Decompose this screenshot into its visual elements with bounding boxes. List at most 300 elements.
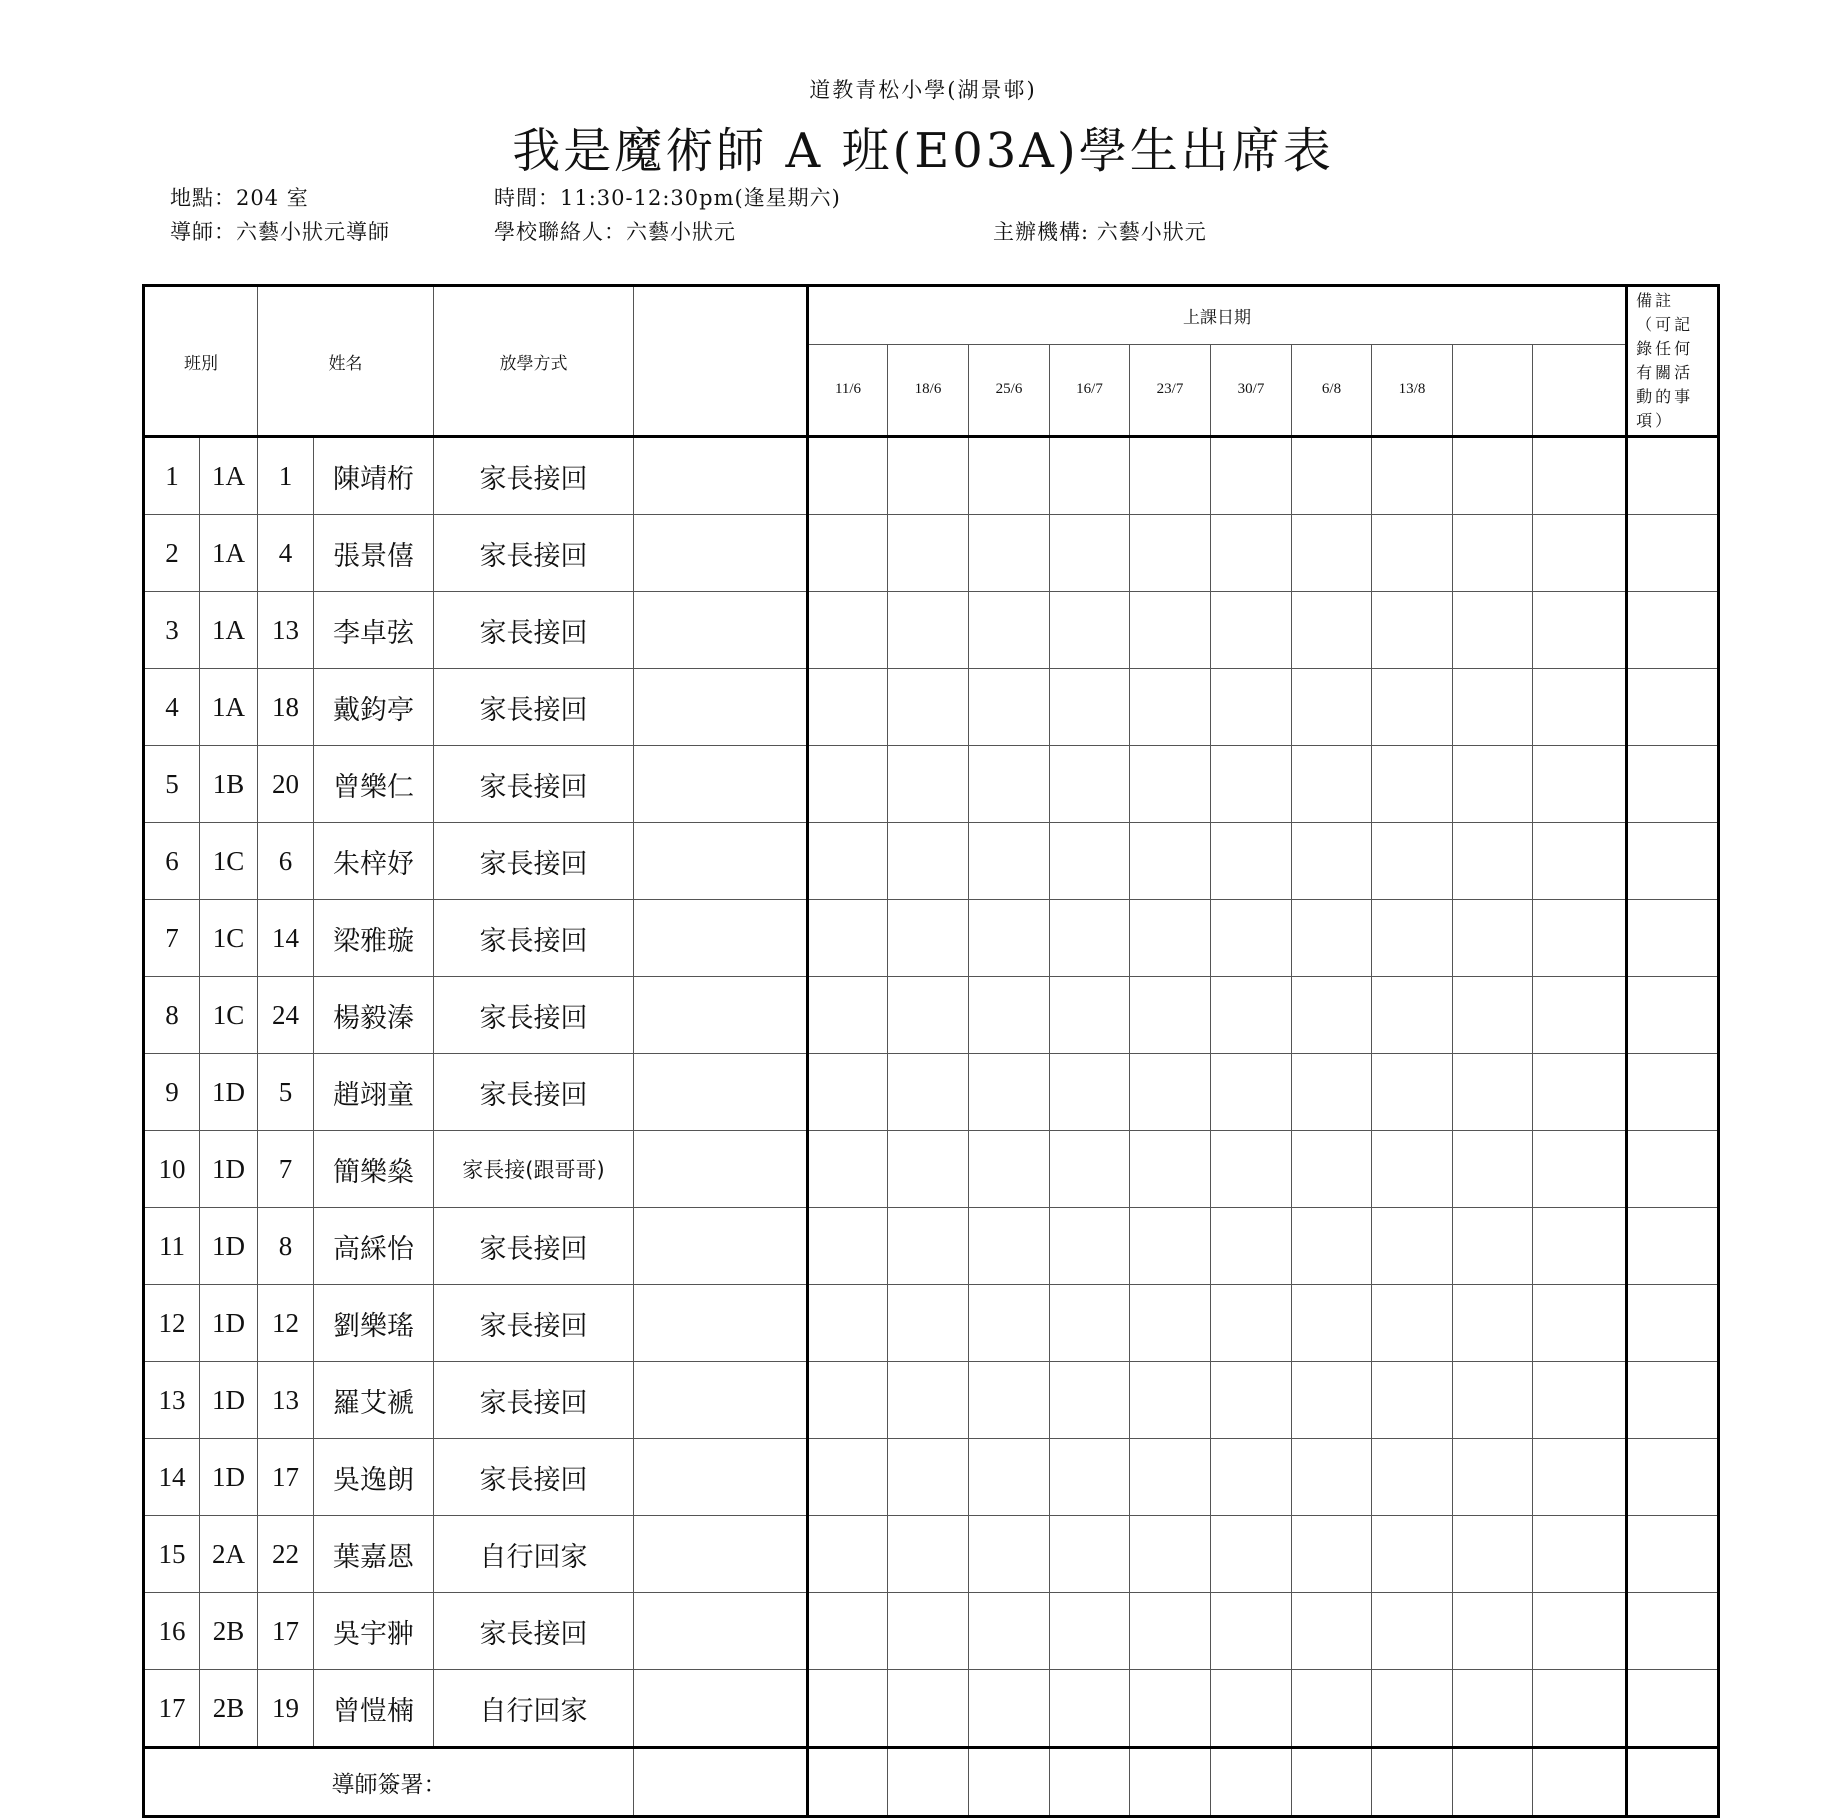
attendance-cell[interactable] xyxy=(888,1439,969,1516)
attendance-cell[interactable] xyxy=(1050,1285,1130,1362)
remarks-cell[interactable] xyxy=(1627,1131,1719,1208)
remarks-cell[interactable] xyxy=(1627,1593,1719,1670)
table-row xyxy=(144,1670,1719,1748)
signature-cell[interactable] xyxy=(1372,1748,1453,1817)
student-class: 1A xyxy=(200,592,258,669)
signature-cell[interactable] xyxy=(1050,1748,1130,1817)
attendance-cell[interactable] xyxy=(1292,1670,1372,1748)
attendance-cell[interactable] xyxy=(1050,1362,1130,1439)
attendance-cell[interactable] xyxy=(808,1285,888,1362)
attendance-cell[interactable] xyxy=(1453,900,1533,977)
dismissal-method: 家長接回 xyxy=(434,823,634,900)
attendance-cell[interactable] xyxy=(1050,746,1130,823)
tutor-info: 導師：六藝小狀元導師 xyxy=(170,220,390,244)
blank-cell xyxy=(634,1670,808,1748)
row-number: 11 xyxy=(144,1208,200,1285)
remarks-cell[interactable] xyxy=(1627,1516,1719,1593)
dismissal-header: 放學方式 xyxy=(434,286,634,437)
attendance-cell[interactable] xyxy=(1050,823,1130,900)
dismissal-method: 家長接(跟哥哥) xyxy=(434,1131,634,1208)
attendance-cell[interactable] xyxy=(969,1516,1050,1593)
table-row xyxy=(144,977,1719,1054)
attendance-cell[interactable] xyxy=(1292,746,1372,823)
attendance-cell[interactable] xyxy=(1050,592,1130,669)
attendance-cell[interactable] xyxy=(969,669,1050,746)
attendance-cell[interactable] xyxy=(969,1131,1050,1208)
blank-cell xyxy=(634,977,808,1054)
row-number: 12 xyxy=(144,1285,200,1362)
blank-cell xyxy=(634,900,808,977)
blank-header xyxy=(634,286,808,437)
attendance-cell[interactable] xyxy=(808,823,888,900)
student-class: 1A xyxy=(200,515,258,592)
attendance-cell[interactable] xyxy=(1050,515,1130,592)
remarks-cell[interactable] xyxy=(1627,900,1719,977)
attendance-cell[interactable] xyxy=(808,1439,888,1516)
student-name: 簡樂燊 xyxy=(314,1131,434,1208)
attendance-cell[interactable] xyxy=(1453,1054,1533,1131)
tutor-signature-field[interactable] xyxy=(634,1748,808,1817)
attendance-cell[interactable] xyxy=(1050,1054,1130,1131)
row-number: 13 xyxy=(144,1362,200,1439)
attendance-cell[interactable] xyxy=(1211,592,1292,669)
attendance-cell[interactable] xyxy=(1130,592,1211,669)
student-name: 趙翊童 xyxy=(314,1054,434,1131)
attendance-cell[interactable] xyxy=(1533,823,1627,900)
attendance-cell[interactable] xyxy=(808,977,888,1054)
attendance-cell[interactable] xyxy=(1292,437,1372,515)
remarks-cell[interactable] xyxy=(1627,1670,1719,1748)
attendance-cell[interactable] xyxy=(808,1593,888,1670)
attendance-cell[interactable] xyxy=(1050,900,1130,977)
student-name: 楊毅溱 xyxy=(314,977,434,1054)
attendance-cell[interactable] xyxy=(1211,1208,1292,1285)
attendance-cell[interactable] xyxy=(1292,900,1372,977)
student-class: 1B xyxy=(200,746,258,823)
blank-cell xyxy=(634,1285,808,1362)
attendance-table xyxy=(142,284,1720,1818)
attendance-cell[interactable] xyxy=(1130,746,1211,823)
attendance-cell[interactable] xyxy=(1533,1670,1627,1748)
student-class: 1D xyxy=(200,1285,258,1362)
signature-cell[interactable] xyxy=(1292,1748,1372,1817)
attendance-cell[interactable] xyxy=(1372,977,1453,1054)
attendance-cell[interactable] xyxy=(888,515,969,592)
attendance-cell[interactable] xyxy=(1372,823,1453,900)
attendance-cell[interactable] xyxy=(1372,592,1453,669)
attendance-cell[interactable] xyxy=(808,1516,888,1593)
attendance-cell[interactable] xyxy=(1211,437,1292,515)
date-cell xyxy=(1453,344,1533,436)
attendance-cell[interactable] xyxy=(1453,746,1533,823)
date-cell xyxy=(1533,344,1627,436)
location-info: 地點：204 室 xyxy=(170,186,309,210)
attendance-cell[interactable] xyxy=(1211,1670,1292,1748)
school-name: 道教青松小學(湖景邨) xyxy=(809,78,1037,102)
student-class: 1D xyxy=(200,1439,258,1516)
remarks-header: 備註（可記錄任何有關活動的事項） xyxy=(1627,286,1719,437)
attendance-cell[interactable] xyxy=(1050,1439,1130,1516)
attendance-cell[interactable] xyxy=(1130,515,1211,592)
attendance-cell[interactable] xyxy=(1130,1131,1211,1208)
attendance-cell[interactable] xyxy=(1533,515,1627,592)
attendance-cell[interactable] xyxy=(1372,900,1453,977)
attendance-cell[interactable] xyxy=(1533,437,1627,515)
attendance-cell[interactable] xyxy=(1372,1516,1453,1593)
row-number: 2 xyxy=(144,515,200,592)
remarks-cell[interactable] xyxy=(1627,669,1719,746)
student-name: 葉嘉恩 xyxy=(314,1516,434,1593)
class-header: 班別 xyxy=(144,286,258,437)
attendance-cell[interactable] xyxy=(1130,669,1211,746)
attendance-cell[interactable] xyxy=(1372,669,1453,746)
attendance-cell[interactable] xyxy=(1533,1439,1627,1516)
attendance-cell[interactable] xyxy=(808,1362,888,1439)
attendance-cell[interactable] xyxy=(1050,437,1130,515)
attendance-cell[interactable] xyxy=(1211,669,1292,746)
attendance-cell[interactable] xyxy=(1533,1362,1627,1439)
attendance-cell[interactable] xyxy=(808,515,888,592)
blank-cell xyxy=(634,1208,808,1285)
remarks-cell[interactable] xyxy=(1627,1054,1719,1131)
remarks-cell[interactable] xyxy=(1627,592,1719,669)
attendance-cell[interactable] xyxy=(1533,669,1627,746)
attendance-cell[interactable] xyxy=(808,1208,888,1285)
attendance-cell[interactable] xyxy=(1533,746,1627,823)
attendance-cell[interactable] xyxy=(888,1516,969,1593)
attendance-cell[interactable] xyxy=(1453,1516,1533,1593)
attendance-cell[interactable] xyxy=(888,977,969,1054)
attendance-cell[interactable] xyxy=(1372,746,1453,823)
attendance-cell[interactable] xyxy=(1130,1439,1211,1516)
attendance-cell[interactable] xyxy=(888,746,969,823)
remarks-cell[interactable] xyxy=(1627,1285,1719,1362)
attendance-cell[interactable] xyxy=(808,1131,888,1208)
attendance-cell[interactable] xyxy=(808,592,888,669)
attendance-cell[interactable] xyxy=(1130,977,1211,1054)
blank-cell xyxy=(634,1362,808,1439)
attendance-cell[interactable] xyxy=(1533,1131,1627,1208)
attendance-cell[interactable] xyxy=(1050,1593,1130,1670)
attendance-cell[interactable] xyxy=(1372,1670,1453,1748)
signature-cell[interactable] xyxy=(1130,1748,1211,1817)
attendance-cell[interactable] xyxy=(1050,1670,1130,1748)
attendance-cell[interactable] xyxy=(888,1131,969,1208)
date-cell: 23/7 xyxy=(1130,344,1211,436)
attendance-cell[interactable] xyxy=(1211,746,1292,823)
row-number: 15 xyxy=(144,1516,200,1593)
attendance-cell[interactable] xyxy=(1130,1516,1211,1593)
signature-cell[interactable] xyxy=(969,1748,1050,1817)
attendance-cell[interactable] xyxy=(969,977,1050,1054)
organizer-info: 主辦機構: 六藝小狀元 xyxy=(993,220,1207,244)
attendance-cell[interactable] xyxy=(1453,1439,1533,1516)
attendance-cell[interactable] xyxy=(969,1670,1050,1748)
dismissal-method: 家長接回 xyxy=(434,1208,634,1285)
attendance-cell[interactable] xyxy=(1211,977,1292,1054)
dismissal-method: 自行回家 xyxy=(434,1670,634,1748)
remarks-cell[interactable] xyxy=(1627,1208,1719,1285)
attendance-cell[interactable] xyxy=(888,1593,969,1670)
table-row xyxy=(144,592,1719,669)
date-cell: 13/8 xyxy=(1372,344,1453,436)
student-class: 2B xyxy=(200,1593,258,1670)
tutor-signature-label: 導師簽署： xyxy=(144,1748,634,1817)
student-class: 1A xyxy=(200,437,258,515)
attendance-cell[interactable] xyxy=(1372,437,1453,515)
attendance-cell[interactable] xyxy=(888,1362,969,1439)
signature-cell[interactable] xyxy=(888,1748,969,1817)
attendance-cell[interactable] xyxy=(1211,1516,1292,1593)
attendance-cell[interactable] xyxy=(1453,592,1533,669)
attendance-cell[interactable] xyxy=(1533,1593,1627,1670)
student-class-number: 13 xyxy=(258,1362,314,1439)
attendance-cell[interactable] xyxy=(1533,1054,1627,1131)
dismissal-method: 家長接回 xyxy=(434,977,634,1054)
attendance-cell[interactable] xyxy=(1292,1362,1372,1439)
attendance-cell[interactable] xyxy=(969,900,1050,977)
table-row xyxy=(144,1054,1719,1131)
row-number: 16 xyxy=(144,1593,200,1670)
dismissal-method: 家長接回 xyxy=(434,437,634,515)
attendance-cell[interactable] xyxy=(1372,1439,1453,1516)
attendance-cell[interactable] xyxy=(808,900,888,977)
dismissal-method: 家長接回 xyxy=(434,515,634,592)
table-row xyxy=(144,515,1719,592)
attendance-cell[interactable] xyxy=(1453,1593,1533,1670)
student-class: 1C xyxy=(200,977,258,1054)
student-name: 梁雅璇 xyxy=(314,900,434,977)
attendance-cell[interactable] xyxy=(1372,1593,1453,1670)
attendance-cell[interactable] xyxy=(1453,1208,1533,1285)
attendance-cell[interactable] xyxy=(1533,1285,1627,1362)
attendance-cell[interactable] xyxy=(1292,1516,1372,1593)
remarks-cell[interactable] xyxy=(1627,746,1719,823)
attendance-cell[interactable] xyxy=(1453,669,1533,746)
class-dates-header: 上課日期 xyxy=(808,286,1627,345)
attendance-cell[interactable] xyxy=(1050,1208,1130,1285)
attendance-cell[interactable] xyxy=(1292,1054,1372,1131)
attendance-cell[interactable] xyxy=(1533,592,1627,669)
remarks-cell[interactable] xyxy=(1627,1439,1719,1516)
attendance-cell[interactable] xyxy=(888,669,969,746)
attendance-cell[interactable] xyxy=(1050,1131,1130,1208)
dismissal-method: 自行回家 xyxy=(434,1516,634,1593)
remarks-cell[interactable] xyxy=(1627,437,1719,515)
attendance-cell[interactable] xyxy=(888,592,969,669)
attendance-cell[interactable] xyxy=(1453,1670,1533,1748)
student-class: 1C xyxy=(200,823,258,900)
attendance-cell[interactable] xyxy=(969,1362,1050,1439)
attendance-cell[interactable] xyxy=(1050,669,1130,746)
remarks-cell[interactable] xyxy=(1627,977,1719,1054)
attendance-cell[interactable] xyxy=(1533,977,1627,1054)
attendance-cell[interactable] xyxy=(1211,1285,1292,1362)
student-name: 吳逸朗 xyxy=(314,1439,434,1516)
row-number: 7 xyxy=(144,900,200,977)
blank-cell xyxy=(634,1439,808,1516)
remarks-cell[interactable] xyxy=(1627,515,1719,592)
dismissal-method: 家長接回 xyxy=(434,1439,634,1516)
row-number: 4 xyxy=(144,669,200,746)
date-cell: 11/6 xyxy=(808,344,888,436)
remarks-cell[interactable] xyxy=(1627,1362,1719,1439)
attendance-cell[interactable] xyxy=(888,1054,969,1131)
student-class: 1D xyxy=(200,1208,258,1285)
attendance-cell[interactable] xyxy=(969,1208,1050,1285)
signature-remarks-cell[interactable] xyxy=(1627,1748,1719,1817)
attendance-cell[interactable] xyxy=(1292,515,1372,592)
attendance-cell[interactable] xyxy=(888,823,969,900)
attendance-cell[interactable] xyxy=(1453,1362,1533,1439)
attendance-cell[interactable] xyxy=(969,515,1050,592)
attendance-cell[interactable] xyxy=(888,1285,969,1362)
attendance-cell[interactable] xyxy=(1130,1208,1211,1285)
attendance-cell[interactable] xyxy=(1372,1362,1453,1439)
attendance-cell[interactable] xyxy=(969,1439,1050,1516)
attendance-cell[interactable] xyxy=(888,437,969,515)
student-name: 朱梓妤 xyxy=(314,823,434,900)
attendance-cell[interactable] xyxy=(1211,1054,1292,1131)
signature-cell[interactable] xyxy=(808,1748,888,1817)
attendance-cell[interactable] xyxy=(1292,1285,1372,1362)
student-class-number: 18 xyxy=(258,669,314,746)
attendance-cell[interactable] xyxy=(1211,1593,1292,1670)
attendance-cell[interactable] xyxy=(969,823,1050,900)
attendance-cell[interactable] xyxy=(1130,823,1211,900)
student-class-number: 7 xyxy=(258,1131,314,1208)
attendance-cell[interactable] xyxy=(1292,823,1372,900)
attendance-cell[interactable] xyxy=(1211,823,1292,900)
attendance-cell[interactable] xyxy=(1292,1208,1372,1285)
row-number: 1 xyxy=(144,437,200,515)
attendance-cell[interactable] xyxy=(1130,437,1211,515)
attendance-cell[interactable] xyxy=(1292,1439,1372,1516)
table-row xyxy=(144,746,1719,823)
attendance-cell[interactable] xyxy=(969,592,1050,669)
attendance-cell[interactable] xyxy=(808,1670,888,1748)
blank-cell xyxy=(634,515,808,592)
table-row xyxy=(144,1362,1719,1439)
student-class: 2A xyxy=(200,1516,258,1593)
signature-cell[interactable] xyxy=(1211,1748,1292,1817)
table-row xyxy=(144,823,1719,900)
attendance-cell[interactable] xyxy=(1211,900,1292,977)
attendance-cell[interactable] xyxy=(1211,1439,1292,1516)
attendance-cell[interactable] xyxy=(969,1054,1050,1131)
attendance-cell[interactable] xyxy=(1292,592,1372,669)
attendance-cell[interactable] xyxy=(1130,1285,1211,1362)
attendance-cell[interactable] xyxy=(1453,977,1533,1054)
student-class: 1C xyxy=(200,900,258,977)
attendance-cell[interactable] xyxy=(1050,1516,1130,1593)
attendance-cell[interactable] xyxy=(888,1208,969,1285)
date-cell: 6/8 xyxy=(1292,344,1372,436)
attendance-cell[interactable] xyxy=(808,437,888,515)
student-class-number: 12 xyxy=(258,1285,314,1362)
date-cell: 18/6 xyxy=(888,344,969,436)
attendance-cell[interactable] xyxy=(1130,900,1211,977)
table-row xyxy=(144,669,1719,746)
date-cell: 16/7 xyxy=(1050,344,1130,436)
row-number: 17 xyxy=(144,1670,200,1748)
table-row xyxy=(144,1516,1719,1593)
attendance-cell[interactable] xyxy=(1292,1593,1372,1670)
school-contact-info: 學校聯絡人：六藝小狀元 xyxy=(494,220,736,244)
attendance-cell[interactable] xyxy=(1372,1285,1453,1362)
row-number: 5 xyxy=(144,746,200,823)
attendance-cell[interactable] xyxy=(969,746,1050,823)
student-class-number: 19 xyxy=(258,1670,314,1748)
student-class: 1D xyxy=(200,1054,258,1131)
attendance-cell[interactable] xyxy=(808,1054,888,1131)
table-row xyxy=(144,900,1719,977)
attendance-cell[interactable] xyxy=(888,1670,969,1748)
attendance-cell[interactable] xyxy=(1130,1054,1211,1131)
student-class-number: 6 xyxy=(258,823,314,900)
attendance-cell[interactable] xyxy=(1453,1131,1533,1208)
attendance-cell[interactable] xyxy=(1292,669,1372,746)
attendance-cell[interactable] xyxy=(1372,515,1453,592)
student-name: 曾愷楠 xyxy=(314,1670,434,1748)
attendance-cell[interactable] xyxy=(808,669,888,746)
signature-cell[interactable] xyxy=(1453,1748,1533,1817)
attendance-cell[interactable] xyxy=(1453,823,1533,900)
table-row xyxy=(144,437,1719,515)
attendance-cell[interactable] xyxy=(969,437,1050,515)
attendance-cell[interactable] xyxy=(969,1285,1050,1362)
attendance-cell[interactable] xyxy=(1211,1362,1292,1439)
table-row xyxy=(144,1593,1719,1670)
student-name: 高綵怡 xyxy=(314,1208,434,1285)
student-class-number: 20 xyxy=(258,746,314,823)
signature-cell[interactable] xyxy=(1533,1748,1627,1817)
attendance-cell[interactable] xyxy=(1130,1593,1211,1670)
attendance-cell[interactable] xyxy=(808,746,888,823)
attendance-cell[interactable] xyxy=(1292,1131,1372,1208)
attendance-cell[interactable] xyxy=(1453,437,1533,515)
dismissal-method: 家長接回 xyxy=(434,900,634,977)
attendance-cell[interactable] xyxy=(1533,1208,1627,1285)
header-row xyxy=(144,286,1719,345)
attendance-cell[interactable] xyxy=(1050,977,1130,1054)
blank-cell xyxy=(634,1054,808,1131)
attendance-cell[interactable] xyxy=(969,1593,1050,1670)
attendance-cell[interactable] xyxy=(1533,900,1627,977)
student-class-number: 17 xyxy=(258,1593,314,1670)
attendance-cell[interactable] xyxy=(1130,1362,1211,1439)
attendance-cell[interactable] xyxy=(1211,1131,1292,1208)
student-class-number: 1 xyxy=(258,437,314,515)
attendance-cell[interactable] xyxy=(1211,515,1292,592)
attendance-cell[interactable] xyxy=(1372,1208,1453,1285)
attendance-cell[interactable] xyxy=(1292,977,1372,1054)
remarks-cell[interactable] xyxy=(1627,823,1719,900)
dismissal-method: 家長接回 xyxy=(434,1593,634,1670)
student-class: 2B xyxy=(200,1670,258,1748)
name-header: 姓名 xyxy=(258,286,434,437)
attendance-cell[interactable] xyxy=(1372,1054,1453,1131)
attendance-cell[interactable] xyxy=(1453,515,1533,592)
attendance-cell[interactable] xyxy=(1533,1516,1627,1593)
attendance-cell[interactable] xyxy=(1130,1670,1211,1748)
attendance-cell[interactable] xyxy=(888,900,969,977)
row-number: 14 xyxy=(144,1439,200,1516)
blank-cell xyxy=(634,1131,808,1208)
table-row xyxy=(144,1285,1719,1362)
attendance-cell[interactable] xyxy=(1372,1131,1453,1208)
attendance-cell[interactable] xyxy=(1453,1285,1533,1362)
